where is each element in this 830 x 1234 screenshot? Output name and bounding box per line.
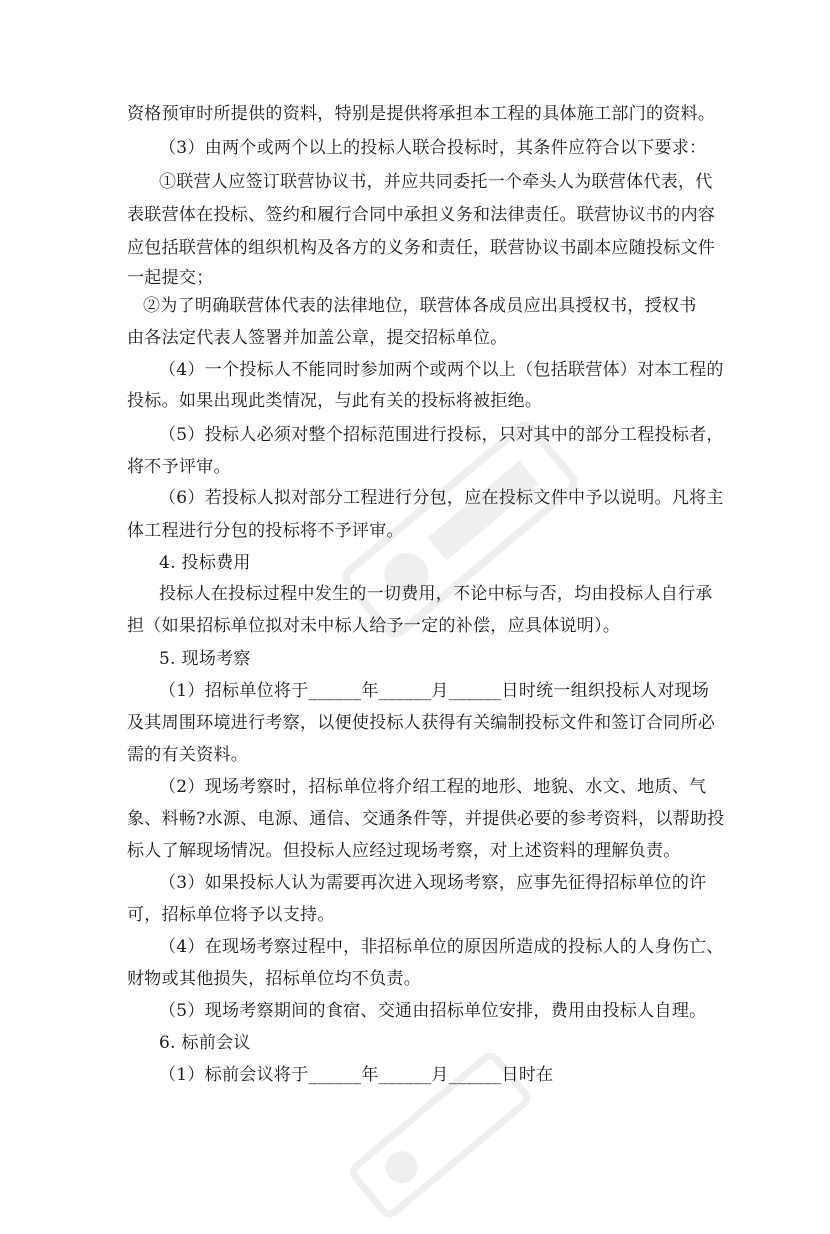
paragraph-line: （1）标前会议将于______年______月______日时在: [159, 1065, 554, 1085]
paragraph-line: （6）若投标人拟对部分工程进行分包，应在投标文件中予以说明。凡将主: [159, 488, 724, 508]
paragraph-line: 标人了解现场情况。但投标人应经过现场考察，对上述资料的理解负责。: [127, 841, 681, 861]
section-heading: 4. 投标费用: [159, 553, 251, 573]
paragraph-line: ①联营人应签订联营协议书，并应共同委托一个牵头人为联营体代表，代: [159, 172, 713, 192]
paragraph-line: （2）现场考察时，招标单位将介绍工程的地形、地貌、水文、地质、气: [159, 777, 707, 797]
paragraph-line: （4）一个投标人不能同时参加两个或两个以上（包括联营体）对本工程的: [159, 360, 724, 380]
paragraph-line: 可，招标单位将予以支持。: [127, 905, 335, 925]
paragraph-line: 投标人在投标过程中发生的一切费用，不论中标与否，均由投标人自行承: [159, 584, 713, 604]
paragraph-line: 需的有关资料。: [127, 745, 249, 765]
paragraph-line: （3）如果投标人认为需要再次进入现场考察，应事先征得招标单位的许: [159, 873, 707, 893]
section-heading: 6. 标前会议: [159, 1033, 251, 1053]
paragraph-line: 应包括联营体的组织机构及各方的义务和责任，联营协议书副本应随投标文件: [127, 238, 716, 258]
paragraph-line: 担（如果招标单位拟对未中标人给予一定的补偿，应具体说明）。: [127, 616, 621, 636]
paragraph-line: （3）由两个或两个以上的投标人联合投标时，其条件应符合以下要求：: [159, 138, 707, 158]
paragraph-line: 财物或其他损失，招标单位均不负责。: [127, 969, 422, 989]
paragraph-line: 象、料畅?水源、电源、通信、交通条件等，并提供必要的参考资料，以帮助投: [127, 809, 725, 829]
paragraph-line: 体工程进行分包的投标将不予评审。: [127, 521, 404, 541]
paragraph-line: 资格预审时所提供的资料，特别是提供将承担本工程的具体施工部门的资料。: [127, 104, 716, 124]
paragraph-line: 及其周围环境进行考察，以便使投标人获得有关编制投标文件和签订合同所必: [127, 713, 716, 733]
paragraph-line: 由各法定代表人签署并加盖公章，提交招标单位。: [127, 328, 508, 348]
paragraph-line: 将不予评审。: [127, 457, 231, 477]
paragraph-line: ②为了明确联营体代表的法律地位，联营体各成员应出具授权书，授权书: [143, 296, 697, 316]
paragraph-line: （5）投标人必须对整个招标范围进行投标，只对其中的部分工程投标者，: [159, 425, 724, 445]
section-heading: 5. 现场考察: [159, 649, 251, 669]
paragraph-line: （4）在现场考察过程中，非招标单位的原因所造成的投标人的人身伤亡、: [159, 937, 724, 957]
paragraph-line: （1）招标单位将于______年______月______日时统一组织投标人对现场: [159, 681, 710, 701]
paragraph-line: 表联营体在投标、签约和履行合同中承担义务和法律责任。联营协议书的内容: [127, 205, 716, 225]
paragraph-line: 一起提交；: [127, 268, 214, 288]
paragraph-line: 投标。如果出现此类情况，与此有关的投标将被拒绝。: [127, 391, 543, 411]
paragraph-line: （5）现场考察期间的食宿、交通由招标单位安排，费用由投标人自理。: [159, 1001, 707, 1021]
